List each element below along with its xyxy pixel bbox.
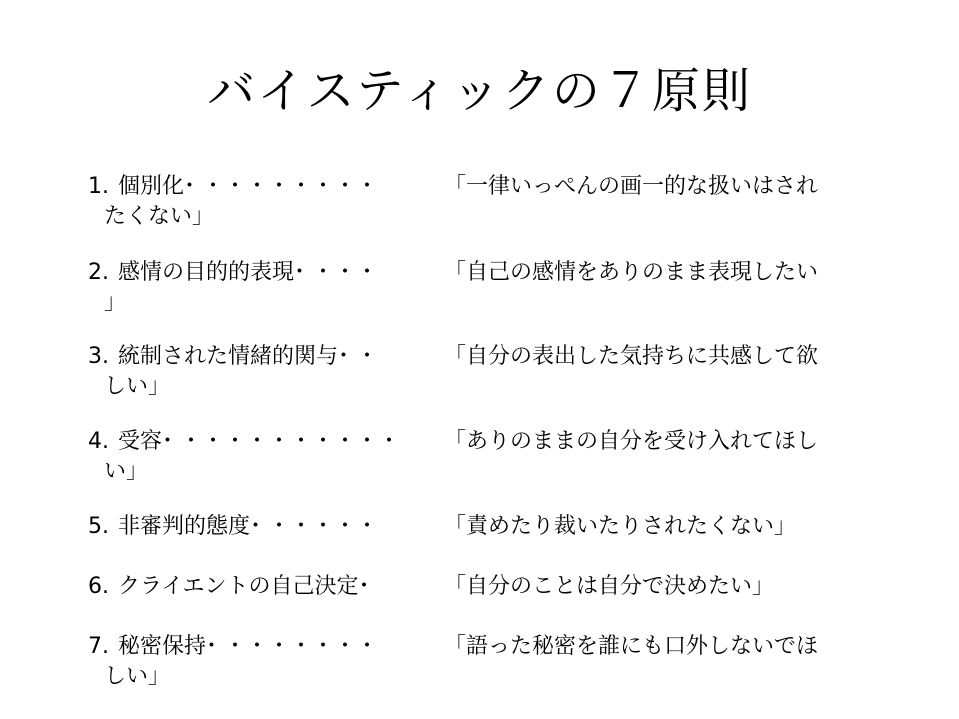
item-label: 統制された情緒的関与･ ・ bbox=[118, 344, 378, 369]
item-number: 2. bbox=[88, 260, 109, 285]
item-label: 感情の目的的表現･ ・・・ bbox=[118, 260, 378, 285]
item-quote-line2: しい」 bbox=[104, 664, 171, 689]
item-label: クライエントの自己決定･ bbox=[118, 574, 370, 599]
item-quote bbox=[444, 172, 884, 202]
item-quote bbox=[444, 632, 884, 662]
item-quote-line1: 「一律いっぺんの画一的な扱いはされ bbox=[444, 174, 819, 199]
item-number: 4. bbox=[88, 429, 109, 454]
item-quote-line2: しい」 bbox=[104, 374, 171, 399]
item-quote-line1: 「自己の感情をありのまま表現したい bbox=[444, 260, 819, 285]
item-quote-line2: い」 bbox=[104, 459, 149, 484]
item-quote-line1: 「ありのままの自分を受け入れてほし bbox=[444, 429, 819, 454]
item-number: 5. bbox=[88, 514, 109, 539]
item-quote-line2: たくない」 bbox=[104, 204, 215, 229]
item-quote bbox=[444, 258, 884, 288]
item-quote bbox=[444, 342, 884, 372]
item-quote-line1: 「自分の表出した気持ちに共感して欲 bbox=[444, 344, 819, 369]
item-quote-line1: 「責めたり裁いたりされたくない」 bbox=[444, 514, 797, 539]
item-number: 1. bbox=[88, 174, 109, 199]
item-label: 個別化･ ・・・・・・・・ bbox=[118, 174, 378, 199]
item-quote-line1: 「語った秘密を誰にも口外しないでほ bbox=[444, 634, 819, 659]
item-quote bbox=[444, 572, 884, 602]
item-quote-line1: 「自分のことは自分で決めたい」 bbox=[444, 574, 775, 599]
item-label: 受容･ ・・・・・・・・・・ bbox=[118, 429, 400, 454]
item-quote-line2: 」 bbox=[104, 290, 127, 315]
item-label: 秘密保持･ ・・・・・・・ bbox=[118, 634, 378, 659]
item-quote bbox=[444, 427, 884, 457]
item-label: 非審判的態度･ ・・・・・ bbox=[118, 514, 378, 539]
item-quote bbox=[444, 512, 884, 542]
item-number: 6. bbox=[88, 574, 109, 599]
item-number: 7. bbox=[88, 634, 109, 659]
item-number: 3. bbox=[88, 344, 109, 369]
slide-title: バイスティックの７原則 bbox=[207, 63, 752, 119]
